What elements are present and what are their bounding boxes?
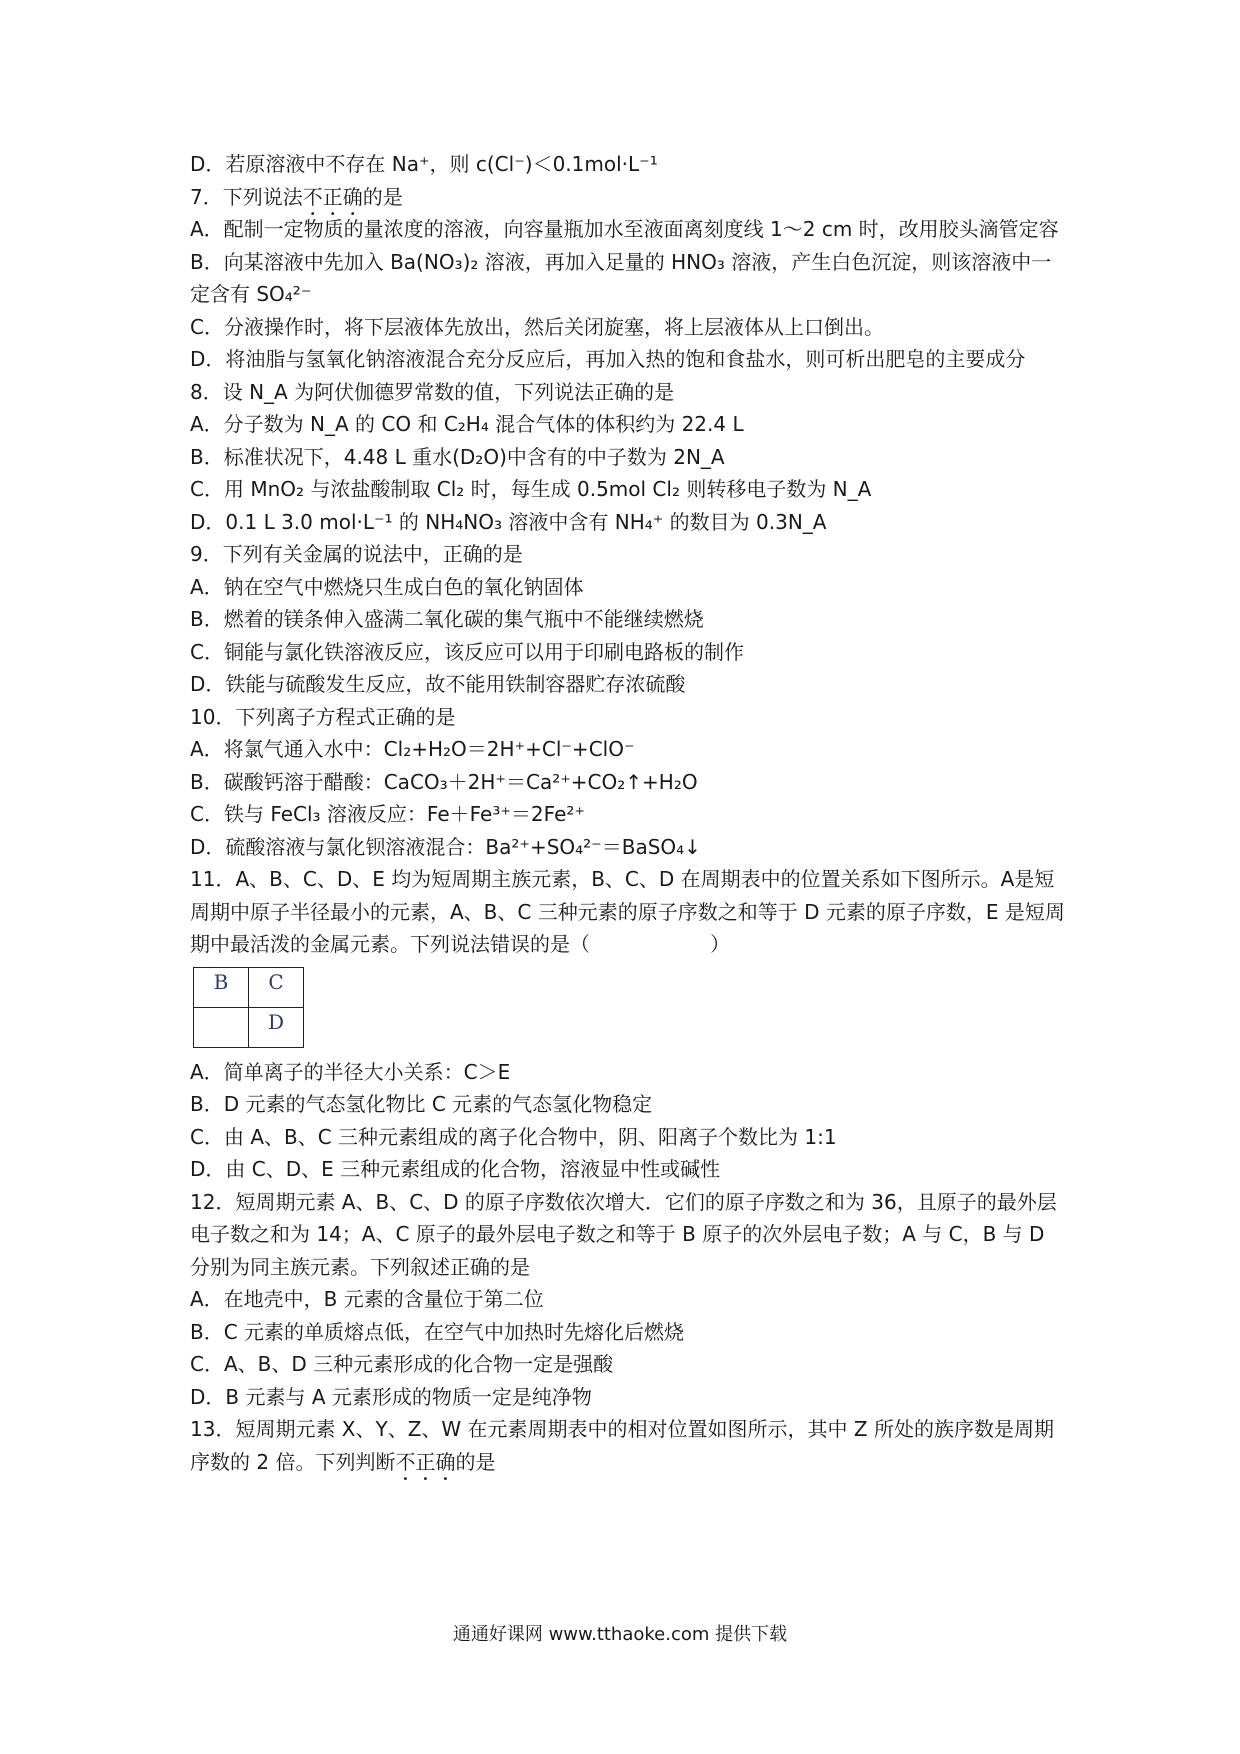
question-content xyxy=(190,148,1070,1485)
q7-option-c: C．分液操作时，将下层液体先放出，然后关闭旋塞，将上层液体从上口倒出。 xyxy=(190,314,884,339)
q8-option-d: D．0.1 L 3.0 mol·L⁻¹ 的 NH₄NO₃ 溶液中含有 NH₄⁺ 的数目为 0.3N_A xyxy=(190,509,827,534)
q12-option-c: C．A、B、D 三种元素形成的化合物一定是强酸 xyxy=(190,1352,614,1376)
q10-option-b: B．碳酸钙溶于醋酸：CaCO₃＋2H⁺＝Ca²⁺+CO₂↑+H₂O xyxy=(190,769,698,794)
q8-option-b: B．标准状况下，4.48 L 重水(D₂O)中含有的中子数为 2N_A xyxy=(190,444,725,469)
q9-option-d: D．铁能与硫酸发生反应，故不能用铁制容器贮存浓硫酸 xyxy=(190,672,686,696)
periodic-position-table xyxy=(193,967,304,1048)
q9-option-a: A．钠在空气中燃烧只生成白色的氧化钠固体 xyxy=(190,574,584,599)
q7-stem-end: 的是 xyxy=(362,184,403,209)
q7-option-b: B．向某溶液中先加入 Ba(NO₃)₂ 溶液，再加入足量的 HNO₃ 溶液，产生白色沉淀，则该溶液中一定含有 SO₄²⁻ xyxy=(190,249,1052,306)
q13-stem-end: 的是 xyxy=(455,1449,496,1474)
q10-option-c: C．铁与 FeCl₃ 溶液反应：Fe＋Fe³⁺＝2Fe²⁺ xyxy=(190,802,585,826)
q9-option-c: C．铜能与氯化铁溶液反应，该反应可以用于印刷电路板的制作 xyxy=(190,639,744,664)
grid-cell-d: D xyxy=(249,1007,304,1047)
q13-emphasis: 不正确 xyxy=(395,1449,456,1474)
q11-option-d: D．由 C、D、E 三种元素组成的化合物，溶液显中性或碱性 xyxy=(190,1157,721,1181)
q13-stem xyxy=(190,1413,1070,1485)
grid-cell-c: C xyxy=(249,967,304,1007)
q9-option-b: B．燃着的镁条伸入盛满二氧化碳的集气瓶中不能继续燃烧 xyxy=(190,607,704,631)
q7-option-d: D．将油脂与氢氧化钠溶液混合充分反应后，再加入热的饱和食盐水，则可析出肥皂的主要成分 xyxy=(190,347,1026,371)
q11-option-b: B．D 元素的气态氢化物比 C 元素的气态氢化物稳定 xyxy=(190,1092,653,1116)
grid-cell-empty xyxy=(194,1007,249,1047)
q12-option-a: A．在地壳中，B 元素的含量位于第二位 xyxy=(190,1287,544,1311)
q7-stem-start: 7．下列说法 xyxy=(190,184,303,209)
q13-stem-start: 13．短周期元素 X、Y、Z、W 在元素周期表中的相对位置如图所示，其中 Z 所处的族序数是周期序数的 2 倍。下列判断 xyxy=(190,1417,1054,1474)
q12-option-d: D．B 元素与 A 元素形成的物质一定是纯净物 xyxy=(190,1384,592,1409)
q11-stem: 11．A、B、C、D、E 均为短周期主族元素，B、C、D 在周期表中的位置关系如下图所示。A是短周期中原子半径最小的元素，A、B、C 三种元素的原子序数之和等于 D 元素的原子序数，E 是短周期中最活泼的金属元素。下列说法错误的是（ ） xyxy=(190,867,1065,956)
q7-option-a: A．配制一定物质的量浓度的溶液，向容量瓶加水至液面离刻度线 1～2 cm 时，改用胶头滴管定容 xyxy=(190,217,1059,241)
q11-option-a: A．简单离子的半径大小关系：C＞E xyxy=(190,1059,511,1084)
grid-cell-b: B xyxy=(194,967,249,1007)
q7-stem xyxy=(190,181,1070,214)
q10-stem: 10．下列离子方程式正确的是 xyxy=(190,704,456,729)
q7-emphasis: 不正确 xyxy=(302,184,363,209)
q10-option-d: D．硫酸溶液与氯化钡溶液混合：Ba²⁺+SO₄²⁻＝BaSO₄↓ xyxy=(190,834,701,859)
q8-stem: 8．设 N_A 为阿伏伽德罗常数的值，下列说法正确的是 xyxy=(190,379,675,404)
q9-stem: 9．下列有关金属的说法中，正确的是 xyxy=(190,542,523,566)
footer-source: 通通好课网 www.tthaoke.com 提供下载 xyxy=(452,1624,788,1645)
q8-option-c: C．用 MnO₂ 与浓盐酸制取 Cl₂ 时，每生成 0.5mol Cl₂ 则转移电子数为 N_A xyxy=(190,477,872,501)
q10-option-a: A．将氯气通入水中：Cl₂+H₂O＝2H⁺+Cl⁻+ClO⁻ xyxy=(190,737,635,761)
q6-option-d: D．若原溶液中不存在 Na⁺，则 c(Cl⁻)＜0.1mol·L⁻¹ xyxy=(190,152,658,176)
q12-stem: 12．短周期元素 A、B、C、D 的原子序数依次增大．它们的原子序数之和为 36，且原子的最外层电子数之和为 14；A、C 原子的最外层电子数之和等于 B 原子的次外层电子数；A 与 C，B 与 D 分别为同主族元素。下列叙述正确的是 xyxy=(190,1189,1057,1279)
q8-option-a: A．分子数为 N_A 的 CO 和 C₂H₄ 混合气体的体积约为 22.4 L xyxy=(190,412,744,436)
q11-option-c: C．由 A、B、C 三种元素组成的离子化合物中，阴、阳离子个数比为 1:1 xyxy=(190,1124,837,1149)
q12-option-b: B．C 元素的单质熔点低，在空气中加热时先熔化后燃烧 xyxy=(190,1319,685,1344)
